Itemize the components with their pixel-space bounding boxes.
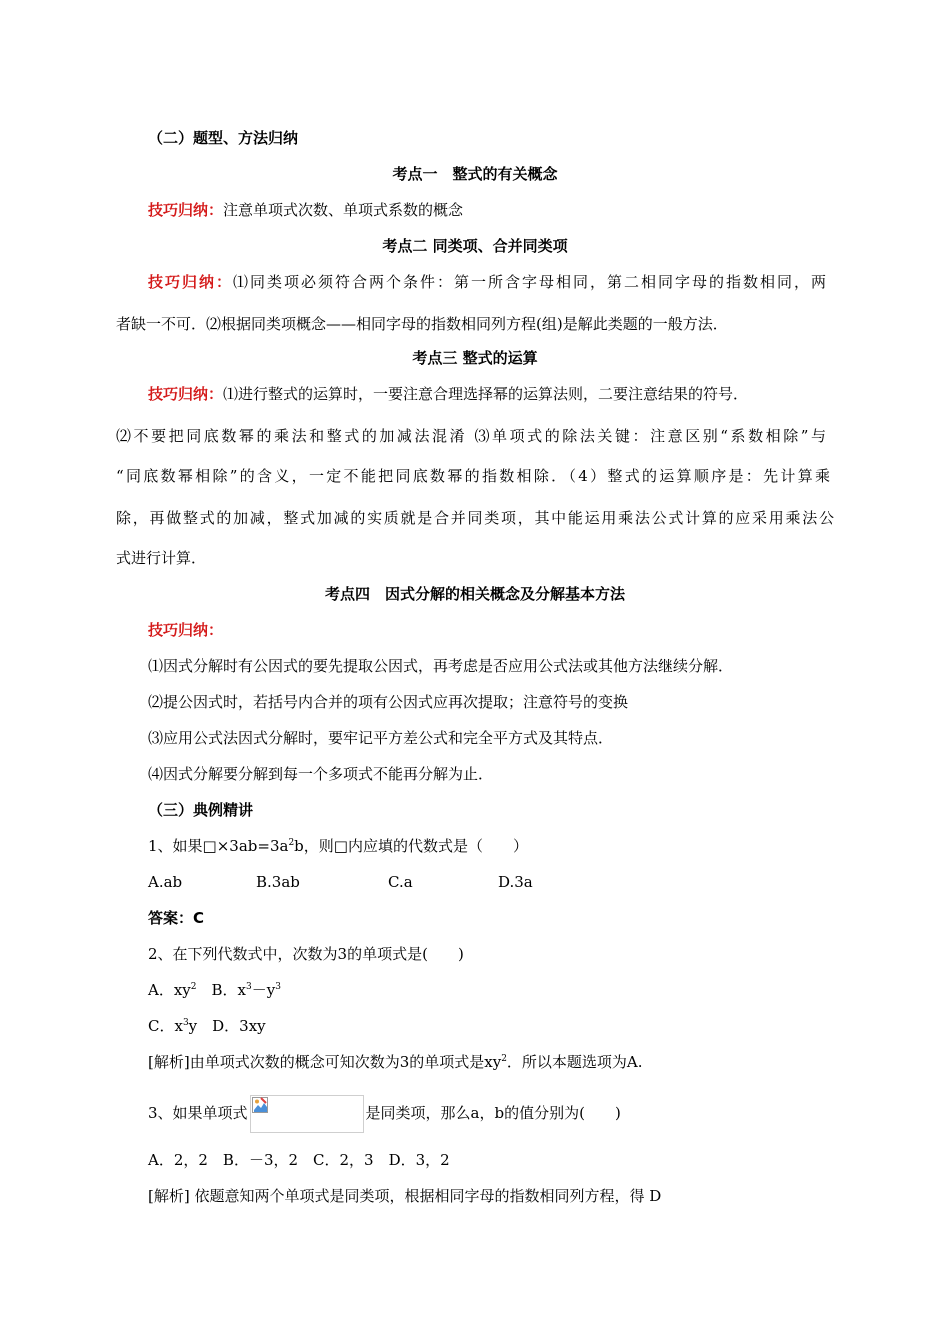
kp4-item: ⑶应用公式法因式分解时，要牢记平方差公式和完全平方式及其特点． [148,729,614,747]
q2-analysis: [解析]由单项式次数的概念可知次数为3的单项式是$xy^2$．所以本题选项为A. [148,1053,643,1071]
kp4-title: 考点四 因式分解的相关概念及分解基本方法 [324,585,625,603]
tip-text: 注意单项式次数、单项式系数的概念 [223,201,464,219]
kp2-tip-line1 [148,272,826,292]
kp3-tip-line3: “同底数幂相除”的含义，一定不能把同底数幂的指数相除．（4）整式的运算顺序是：先计算乘 [116,467,830,485]
q2-options-line1: A．$xy^2$ B．$x^3-y^3$ [148,981,281,999]
tip-label: 技巧归纳： [148,385,224,403]
q1-stem: 1、如果$□\times 3ab=3a^2b$，则□内应填的代数式是（ ） [148,837,528,855]
option-d: D.3a [498,873,533,891]
q3-stem: 3、如果单项式 是同类项，那么a，b的值分别为( ) [148,1095,621,1133]
kp3-tip-line4: 除，再做整式的加减，整式加减的实质就是合并同类项，其中能运用乘法公式计算的应采用乘法公 [116,509,834,527]
kp3-tip-line2: ⑵不要把同底数幂的乘法和整式的加减法混淆 ⑶单项式的除法关键：注意区别“系数相除”与 [116,427,826,445]
tip-label: 技巧归纳： [148,273,233,291]
tip-text: ⑴进行整式的运算时，一要注意合理选择幂的运算法则，二要注意结果的符号． [223,385,749,403]
q1-answer: 答案：C [148,909,205,927]
kp3-title: 考点三 整式的运算 [412,349,538,367]
tip-label: 技巧归纳： [148,621,224,639]
option-a: A.ab [148,873,183,891]
option-b: B.3ab [256,873,300,891]
kp2-title: 考点二 同类项、合并同类项 [382,237,568,255]
kp4-item: ⑷因式分解要分解到每一个多项式不能再分解为止． [148,765,494,783]
section-title: （二）题型、方法归纳 [148,129,299,147]
kp3-tip-line5: 式进行计算． [116,549,207,567]
q3-options: A．2，2 B．－3，2 C．2，3 D．3，2 [148,1151,450,1169]
q2-stem: 2、在下列代数式中，次数为3的单项式是( ) [148,945,464,963]
section-title: （三）典例精讲 [148,801,254,819]
broken-image-icon [250,1095,364,1133]
q2-options-line2: C．$x^3y$ D．3xy [148,1017,266,1035]
option-c: C.a [388,873,413,891]
kp1-title: 考点一 整式的有关概念 [392,165,558,183]
tip-text: ⑴同类项必须符合两个条件：第一所含字母相同，第二相同字母的指数相同，两 [233,273,826,291]
kp4-item: ⑵提公因式时，若括号内合并的项有公因式应再次提取；注意符号的变换 [148,693,629,711]
q3-analysis: [解析] 依题意知两个单项式是同类项，根据相同字母的指数相同列方程，得 D [148,1187,662,1205]
kp2-tip-line2: 者缺一不可．⑵根据同类项概念——相同字母的指数相同列方程(组)是解此类题的一般方法． [116,315,728,333]
kp4-item: ⑴因式分解时有公因式的要先提取公因式，再考虑是否应用公式法或其他方法继续分解． [148,657,734,675]
kp3-tip-line1 [148,384,748,404]
tip-label: 技巧归纳： [148,201,224,219]
kp1-tip [148,200,463,220]
